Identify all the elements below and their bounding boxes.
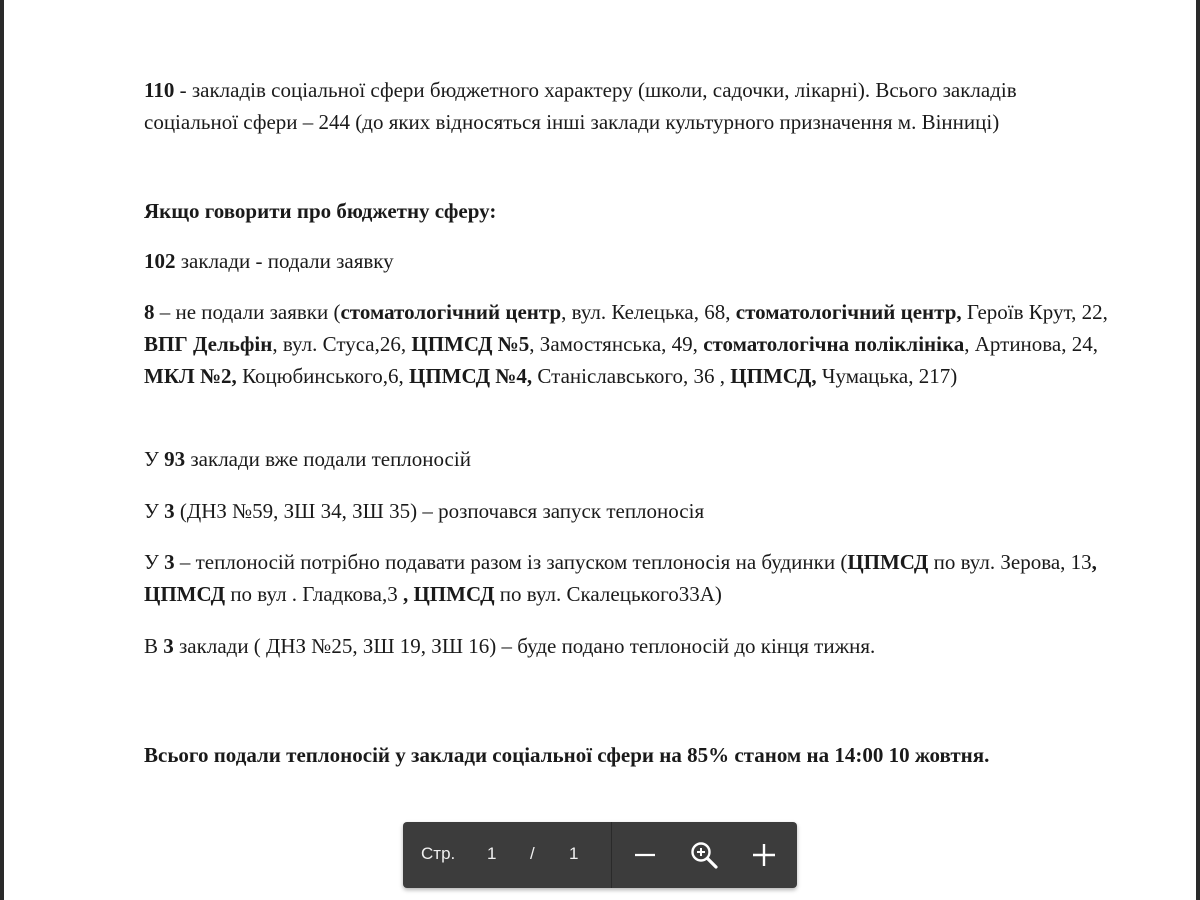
- bold-run: МКЛ №2,: [144, 364, 237, 388]
- text-run: , Артинова, 24,: [964, 332, 1099, 356]
- page-separator: /: [530, 844, 535, 863]
- page-edge-right: [1196, 0, 1200, 900]
- zoom-in-icon: [751, 842, 777, 868]
- paragraph-budget-heading: [144, 195, 496, 227]
- paragraph-text: - закладів соціальної сфери бюджетного характеру (школи, садочки, лікарні). Всього закладів соціальної сфери – 244 (до яких відносяться інші заклади культурного призначення м. Вінниці): [144, 78, 1017, 134]
- count-3: 3: [164, 499, 175, 523]
- text-run: заклади вже подали теплоносій: [185, 447, 471, 471]
- summary-text: Всього подали теплоносій у заклади соціальної сфери на 85% станом на 14:00 10 жовтня.: [144, 743, 990, 767]
- text-run: Коцюбинського,6,: [236, 364, 409, 388]
- bold-run: стоматологічний центр,: [735, 300, 962, 324]
- current-page-input[interactable]: 1: [487, 844, 497, 863]
- zoom-out-button[interactable]: [625, 835, 665, 875]
- paragraph-summary: [144, 739, 989, 771]
- pdf-toolbar: [403, 822, 797, 888]
- document-page: [144, 74, 1114, 767]
- paragraph-3-launch: [144, 495, 704, 527]
- count-8: 8: [144, 300, 155, 324]
- page-label: Стр.: [421, 844, 456, 863]
- paragraph-3-week: [144, 630, 875, 662]
- paragraph-93: [144, 443, 471, 475]
- bold-run: , ЦПМСД: [402, 582, 495, 606]
- text-run: – теплоносій потрібно подавати разом із запуском теплоносія на будинки (: [174, 550, 848, 574]
- paragraph-text: заклади - подали заявку: [175, 249, 394, 273]
- count-102: 102: [144, 249, 176, 273]
- count-93: 93: [164, 447, 186, 471]
- bold-run: , ЦПМСД: [144, 550, 1097, 606]
- toolbar-divider: [611, 822, 612, 888]
- text-run: по вул. Скалецького33А): [494, 582, 722, 606]
- page-edge-left: [0, 0, 4, 900]
- zoom-button[interactable]: [684, 835, 724, 875]
- bold-run: ЦПМСД,: [730, 364, 817, 388]
- paragraph-3-together: [144, 546, 1114, 610]
- zoom-in-button[interactable]: [744, 835, 784, 875]
- text-run: У: [144, 499, 165, 523]
- text-run: , Замостянська, 49,: [529, 332, 704, 356]
- text-run: У: [144, 447, 165, 471]
- count-110: 110: [144, 78, 175, 102]
- paragraph-total-institutions: [144, 74, 1114, 138]
- text-run: Станіславського, 36 ,: [532, 364, 731, 388]
- text-run: по вул . Гладкова,3: [225, 582, 403, 606]
- count-3: 3: [163, 634, 174, 658]
- paragraph-not-applied: [144, 296, 1114, 392]
- text-run: , вул. Келецька, 68,: [561, 300, 736, 324]
- bold-run: стоматологічна поліклініка: [703, 332, 965, 356]
- bold-run: ВПГ Дельфін: [144, 332, 273, 356]
- text-run: Чумацька, 217): [816, 364, 958, 388]
- text-run: заклади ( ДНЗ №25, ЗШ 19, ЗШ 16) – буде подано теплоносій до кінця тижня.: [173, 634, 876, 658]
- paragraph-applied: [144, 245, 394, 277]
- text-run: В: [144, 634, 164, 658]
- zoom-icon: [689, 840, 719, 870]
- text-run: , вул. Стуса,26,: [272, 332, 412, 356]
- text-run: У: [144, 550, 165, 574]
- text-run: – не подали заявки (: [154, 300, 341, 324]
- bold-run: стоматологічний центр: [340, 300, 562, 324]
- zoom-out-icon: [633, 843, 657, 867]
- text-run: (ДНЗ №59, ЗШ 34, ЗШ 35) – розпочався запуск теплоносія: [174, 499, 705, 523]
- bold-run: ЦПМСД №4,: [409, 364, 533, 388]
- text-run: по вул. Зерова, 13: [928, 550, 1092, 574]
- bold-run: ЦПМСД №5: [411, 332, 530, 356]
- count-3: 3: [164, 550, 175, 574]
- total-pages: 1: [569, 844, 579, 863]
- bold-run: ЦПМСД: [847, 550, 929, 574]
- text-run: Героїв Крут, 22,: [961, 300, 1108, 324]
- budget-heading: Якщо говорити про бюджетну сферу:: [144, 199, 497, 223]
